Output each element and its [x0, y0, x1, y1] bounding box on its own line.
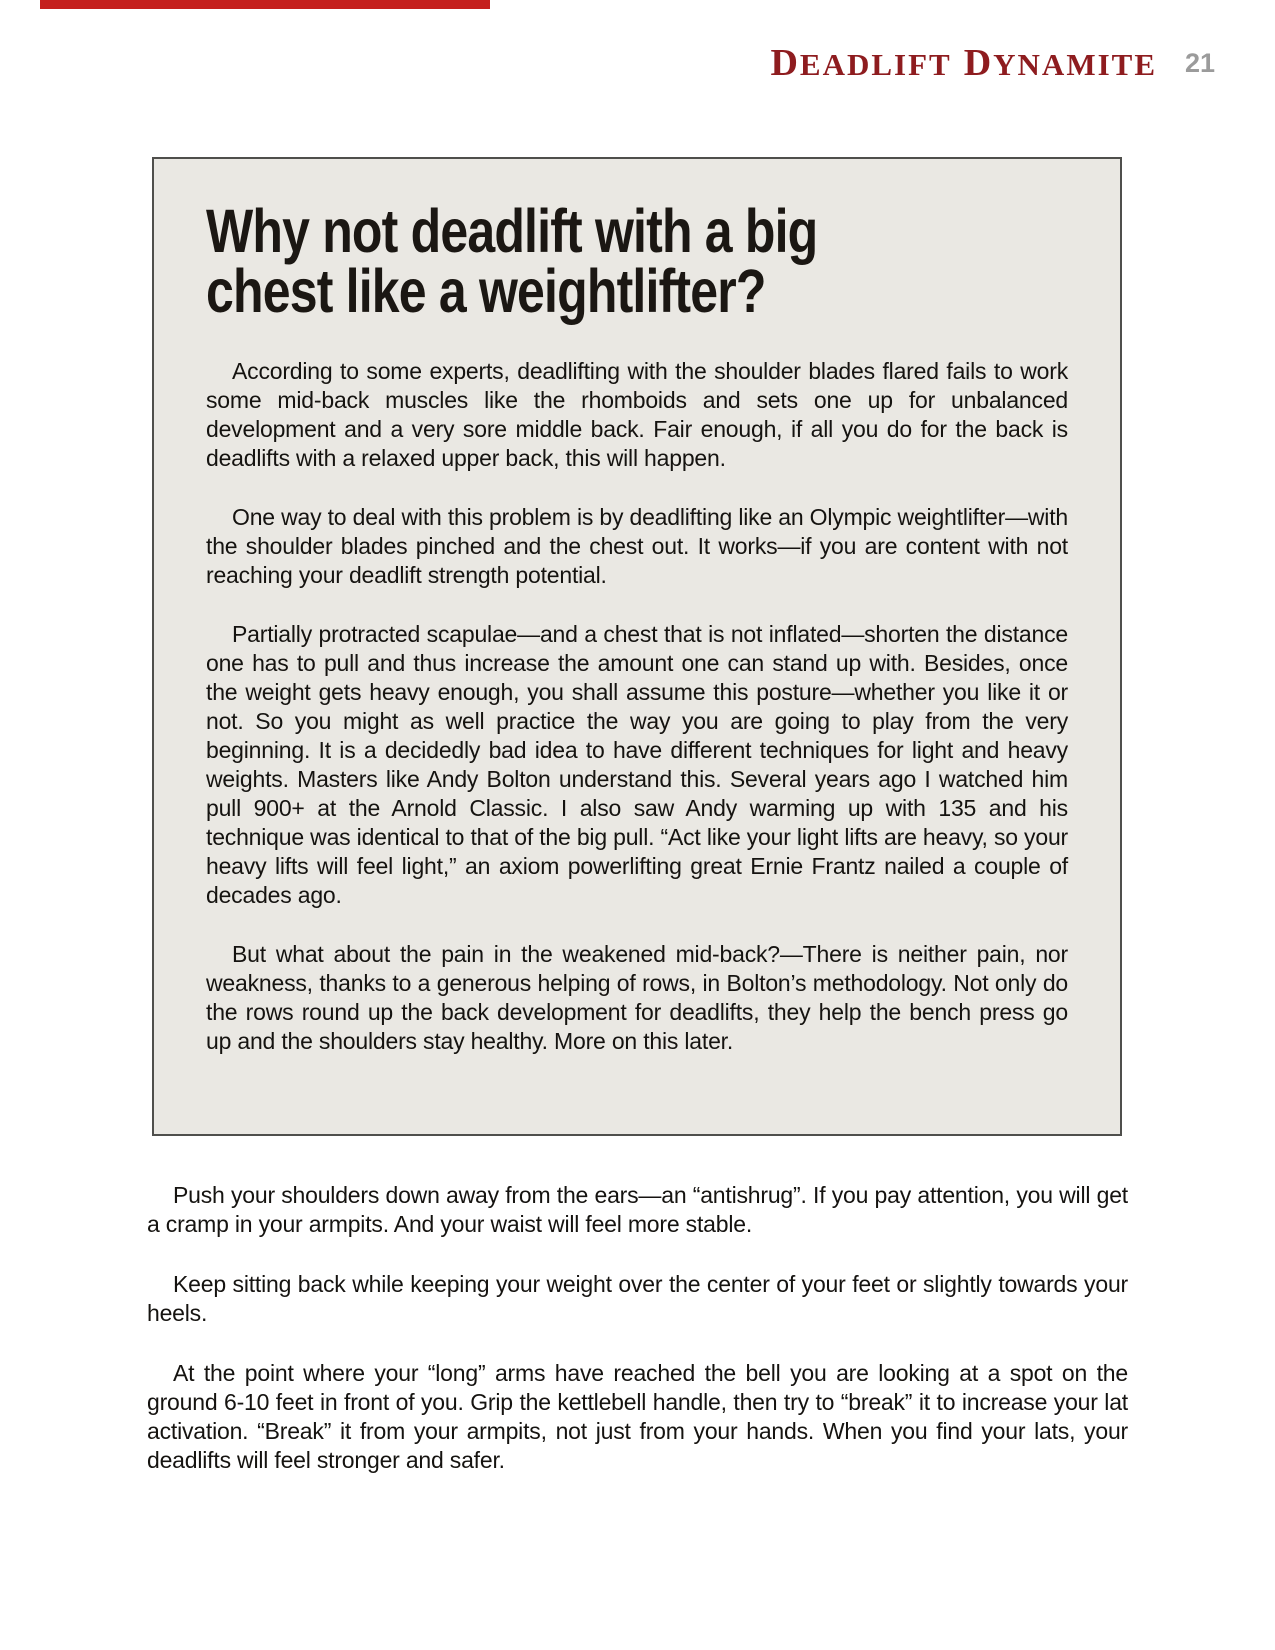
body-paragraph: At the point where your “long” arms have reached the bell you are looking at a spot on the ground 6-10 feet in front of you. Grip the kettlebell handle, then try to “break” it to increase your lat activation. “Break” it from your armpits, not just from your hands. When you find your lats, your deadlifts will feel stronger and safer. — [147, 1360, 1128, 1473]
page-number: 21 — [1185, 48, 1216, 78]
callout-box-title-line-2: chest like a weightlifter? — [206, 257, 766, 325]
running-head-word-2: YNAMITE — [993, 47, 1157, 82]
running-head-initial-2: D — [963, 42, 994, 84]
body-text-block — [147, 1181, 1128, 1506]
callout-box-paragraph: But what about the pain in the weakened mid-back?—There is neither pain, nor weakness, thanks to a generous helping of rows, in Bolton’s methodology. Not only do the rows round up the back development for deadlifts, they help the bench press go up and the shoulders stay healthy. More on this later. — [206, 941, 1068, 1054]
top-accent-bar — [40, 0, 490, 9]
running-head-word-1: EADLIFT — [799, 47, 952, 82]
running-head-initial-1: D — [770, 42, 800, 84]
callout-box-title-line-1: Why not deadlift with a big — [206, 197, 818, 265]
callout-box-paragraph: Partially protracted scapulae—and a chest that is not inflated—shorten the distance one has to pull and thus increase the amount one can stand up with. Besides, once the weight gets heavy enough, you shall assume this posture—whether you like it or not. So you might as well practice the way you are going to play from the very beginning. It is a decidedly bad idea to have different techniques for light and heavy weights. Masters like Andy Bolton understand this. Several years ago I watched him pull 900+ at the Arnold Classic. I also saw Andy warming up with 135 and his technique was identical to that of the big pull. “Act like your light lifts are heavy, so your heavy lifts will feel light,” an axiom powerlifting great Ernie Frantz nailed a couple of decades ago. — [206, 621, 1068, 908]
callout-box-paragraph: According to some experts, deadlifting with the shoulder blades flared fails to work some mid-back muscles like the rhomboids and sets one up for unbalanced development and a very sore middle back. Fair enough, if all you do for the back is deadlifts with a relaxed upper back, this will happen. — [206, 358, 1068, 471]
body-paragraph: Push your shoulders down away from the ears—an “antishrug”. If you pay attention, you will get a cramp in your armpits. And your waist will feel more stable. — [147, 1182, 1128, 1237]
callout-box-title — [206, 197, 1068, 325]
callout-box — [152, 157, 1122, 1136]
running-head-book-title — [770, 44, 1157, 82]
callout-box-paragraph: One way to deal with this problem is by deadlifting like an Olympic weightlifter—with the shoulder blades pinched and the chest out. It works—if you are content with not reaching your deadlift strength potential. — [206, 504, 1068, 588]
body-paragraph: Keep sitting back while keeping your weight over the center of your feet or slightly towards your heels. — [147, 1271, 1128, 1326]
